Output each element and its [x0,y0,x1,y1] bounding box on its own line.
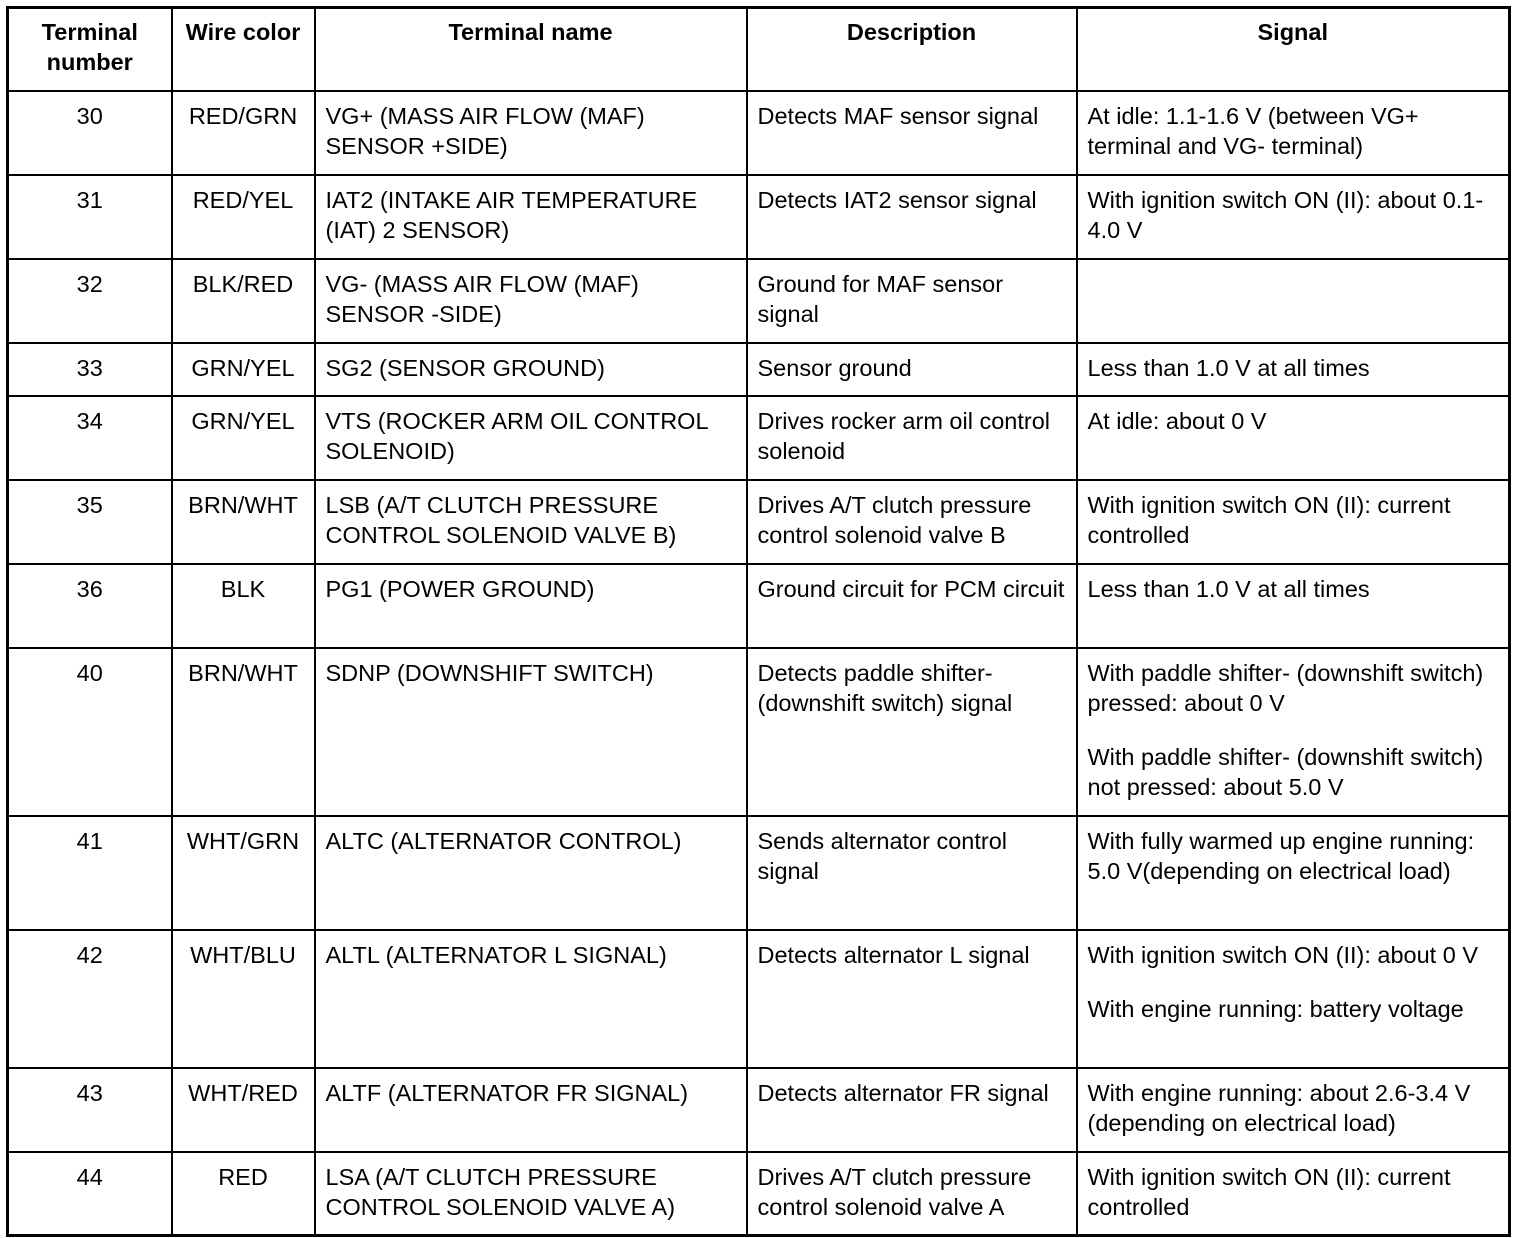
table-row [8,91,1510,175]
description-cell: Ground for MAF sensor signal [747,259,1077,343]
description-cell: Sends alternator control signal [747,816,1077,930]
terminal-name-cell: SG2 (SENSOR GROUND) [315,343,747,396]
signal-text: With fully warmed up engine running: 5.0 V(depending on electrical load) [1087,827,1475,884]
terminal-number-cell: 33 [8,343,172,396]
description-cell: Drives rocker arm oil control solenoid [747,396,1077,480]
terminal-name-cell: LSA (A/T CLUTCH PRESSURE CONTROL SOLENOID VALVE A) [315,1152,747,1236]
terminal-name-cell: VTS (ROCKER ARM OIL CONTROL SOLENOID) [315,396,747,480]
signal-text: With engine running: about 2.6-3.4 V (depending on electrical load) [1087,1079,1471,1136]
wire-color-cell: RED [172,1152,315,1236]
terminal-number-cell: 32 [8,259,172,343]
description-cell: Detects MAF sensor signal [747,91,1077,175]
header-description: Description [747,8,1077,91]
terminal-name-cell: ALTC (ALTERNATOR CONTROL) [315,816,747,930]
signal-text: At idle: about 0 V [1087,407,1267,434]
terminal-name-cell: VG- (MASS AIR FLOW (MAF) SENSOR -SIDE) [315,259,747,343]
signal-text: With ignition switch ON (II): current controlled [1087,1163,1451,1220]
signal-text: Less than 1.0 V at all times [1087,354,1370,381]
wire-color-cell: WHT/BLU [172,930,315,1068]
terminal-number-cell: 42 [8,930,172,1068]
signal-text: With engine running: battery voltage [1087,995,1464,1022]
table-row [8,480,1510,564]
header-terminal-number: Terminal number [8,8,172,91]
wire-color-cell: RED/GRN [172,91,315,175]
signal-text: With ignition switch ON (II): current controlled [1087,491,1451,548]
table-header [8,8,1510,91]
terminal-name-cell: ALTF (ALTERNATOR FR SIGNAL) [315,1068,747,1152]
terminal-number-cell: 36 [8,564,172,648]
signal-cell [1077,1068,1510,1152]
table-row [8,1152,1510,1236]
header-wire-color: Wire color [172,8,315,91]
wire-color-cell: BRN/WHT [172,648,315,816]
table-row [8,175,1510,259]
header-row [8,8,1510,91]
signal-text: With paddle shifter- (downshift switch) pressed: about 0 V [1087,659,1484,716]
signal-cell [1077,930,1510,1068]
signal-text: With ignition switch ON (II): about 0 V [1087,941,1479,968]
header-signal: Signal [1077,8,1510,91]
signal-text: With paddle shifter- (downshift switch) not pressed: about 5.0 V [1087,743,1484,800]
terminal-number-cell: 34 [8,396,172,480]
wire-color-cell: RED/YEL [172,175,315,259]
terminal-name-cell: SDNP (DOWNSHIFT SWITCH) [315,648,747,816]
wire-color-cell: BRN/WHT [172,480,315,564]
wire-color-cell: BLK [172,564,315,648]
header-terminal-name: Terminal name [315,8,747,91]
table-row [8,816,1510,930]
signal-text: At idle: 1.1-1.6 V (between VG+ terminal and VG- terminal) [1087,102,1419,159]
terminal-name-cell: PG1 (POWER GROUND) [315,564,747,648]
description-cell: Detects IAT2 sensor signal [747,175,1077,259]
wire-color-cell: GRN/YEL [172,396,315,480]
pcm-terminal-table [6,6,1511,1237]
terminal-number-cell: 43 [8,1068,172,1152]
signal-cell [1077,259,1510,343]
signal-cell [1077,564,1510,648]
signal-cell [1077,175,1510,259]
description-cell: Sensor ground [747,343,1077,396]
signal-text: Less than 1.0 V at all times [1087,575,1370,602]
signal-cell [1077,648,1510,816]
table-row [8,343,1510,396]
description-cell: Detects paddle shifter- (downshift switch) signal [747,648,1077,816]
signal-cell [1077,816,1510,930]
terminal-number-cell: 30 [8,91,172,175]
terminal-number-cell: 40 [8,648,172,816]
table-body [8,91,1510,1236]
terminal-name-cell: VG+ (MASS AIR FLOW (MAF) SENSOR +SIDE) [315,91,747,175]
terminal-name-cell: LSB (A/T CLUTCH PRESSURE CONTROL SOLENOID VALVE B) [315,480,747,564]
table-row [8,259,1510,343]
table-row [8,396,1510,480]
wire-color-cell: BLK/RED [172,259,315,343]
terminal-number-cell: 41 [8,816,172,930]
terminal-number-cell: 31 [8,175,172,259]
signal-cell [1077,1152,1510,1236]
wire-color-cell: WHT/RED [172,1068,315,1152]
wire-color-cell: GRN/YEL [172,343,315,396]
signal-text: With ignition switch ON (II): about 0.1-4.0 V [1087,186,1484,243]
terminal-number-cell: 44 [8,1152,172,1236]
signal-cell [1077,396,1510,480]
signal-cell [1077,343,1510,396]
terminal-name-cell: ALTL (ALTERNATOR L SIGNAL) [315,930,747,1068]
description-cell: Detects alternator L signal [747,930,1077,1068]
terminal-number-cell: 35 [8,480,172,564]
description-cell: Drives A/T clutch pressure control solenoid valve A [747,1152,1077,1236]
table-row [8,1068,1510,1152]
signal-cell [1077,480,1510,564]
wire-color-cell: WHT/GRN [172,816,315,930]
table-row [8,648,1510,816]
terminal-name-cell: IAT2 (INTAKE AIR TEMPERATURE (IAT) 2 SENSOR) [315,175,747,259]
table-row [8,930,1510,1068]
description-cell: Drives A/T clutch pressure control solenoid valve B [747,480,1077,564]
description-cell: Ground circuit for PCM circuit [747,564,1077,648]
description-cell: Detects alternator FR signal [747,1068,1077,1152]
signal-cell [1077,91,1510,175]
table-row [8,564,1510,648]
